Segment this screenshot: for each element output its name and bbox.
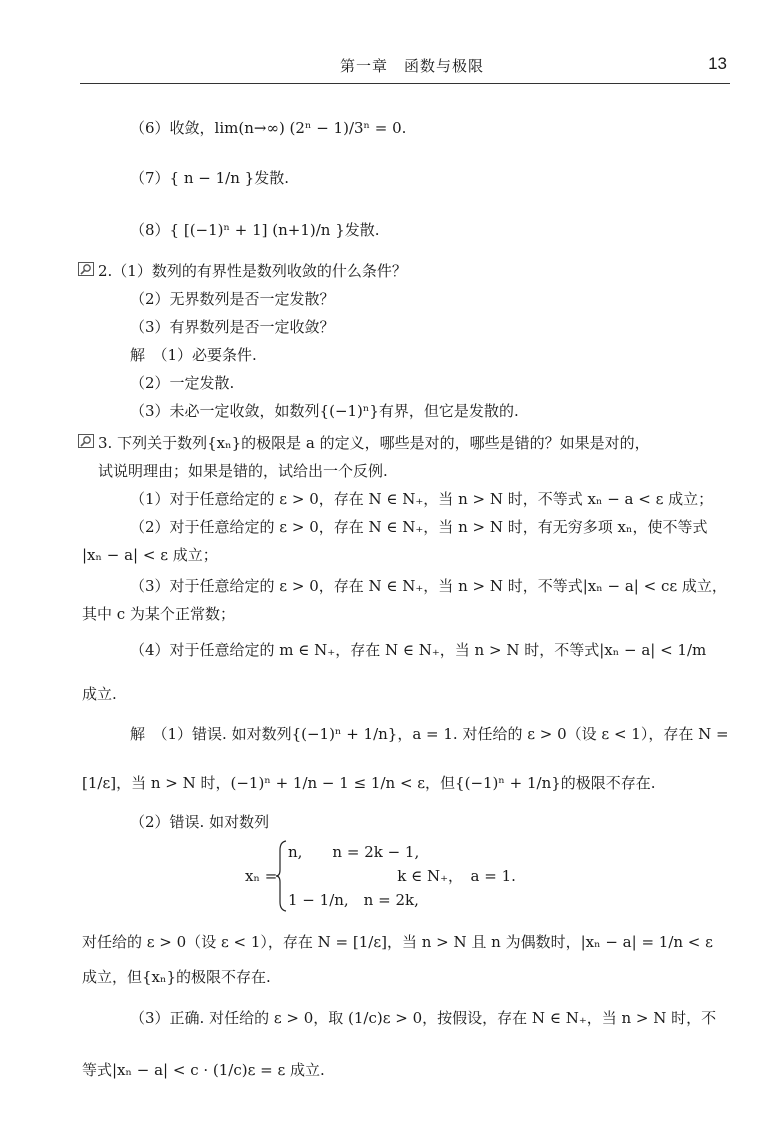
magnifier-icon bbox=[78, 434, 94, 448]
solution-line: 解 （1）必要条件. bbox=[130, 346, 257, 364]
magnifier-icon bbox=[78, 262, 94, 276]
solution-line: 解 （1）错误. 如对数列{(−1)ⁿ + 1/n}，a = 1. 对任给的 ε > 0（设 ε < 1），存在 N = bbox=[130, 725, 729, 743]
question-3-line: 3. 下列关于数列{xₙ}的极限是 a 的定义，哪些是对的，哪些是错的？如果是对的， bbox=[98, 434, 650, 452]
header-rule bbox=[80, 83, 730, 84]
text-line: [1/ε]，当 n > N 时，(−1)ⁿ + 1/n − 1 ≤ 1/n < ε，但{(−1)ⁿ + 1/n}的极限不存在. bbox=[82, 774, 656, 792]
text-line: （4）对于任意给定的 m ∈ N₊，存在 N ∈ N₊，当 n > N 时，不等式|xₙ − a| < 1/m bbox=[130, 641, 707, 659]
text-line: （3）对于任意给定的 ε > 0，存在 N ∈ N₊，当 n > N 时，不等式|xₙ − a| < cε 成立， bbox=[130, 577, 727, 595]
text-line: （7）{ n − 1/n }发散. bbox=[130, 169, 289, 187]
piecewise-definition: xₙ = k ∈ N₊， a = 1. bbox=[245, 867, 516, 885]
text-line: （3）未必一定收敛，如数列{(−1)ⁿ}有界，但它是发散的. bbox=[130, 402, 519, 420]
text-line: 等式|xₙ − a| < c · (1/c)ε = ε 成立. bbox=[82, 1061, 325, 1079]
text-line: （2）一定发散. bbox=[130, 374, 235, 392]
piecewise-case-1: n, n = 2k − 1, bbox=[288, 843, 420, 861]
text-line: （1）对于任意给定的 ε > 0，存在 N ∈ N₊，当 n > N 时，不等式 xₙ − a < ε 成立； bbox=[130, 490, 714, 508]
page-number: 13 bbox=[708, 54, 727, 73]
text-line: （2）错误. 如对数列 bbox=[130, 813, 270, 831]
piecewise-case-2: 1 − 1/n, n = 2k, bbox=[288, 891, 419, 909]
text-line: 成立. bbox=[82, 685, 117, 703]
text-line: （8）{ [(−1)ⁿ + 1] (n+1)/n }发散. bbox=[130, 221, 380, 239]
text-line: （3）正确. 对任给的 ε > 0，取 (1/c)ε > 0，按假设，存在 N ∈ N₊，当 n > N 时，不 bbox=[130, 1009, 717, 1027]
text-line: （3）有界数列是否一定收敛？ bbox=[130, 318, 335, 336]
text-line: 对任给的 ε > 0（设 ε < 1），存在 N = [1/ε]，当 n > N 且 n 为偶数时，|xₙ − a| = 1/n < ε bbox=[82, 933, 713, 951]
text-line: 成立，但{xₙ}的极限不存在. bbox=[82, 968, 271, 986]
text-line: |xₙ − a| < ε 成立； bbox=[82, 546, 218, 564]
page-header-title: 第一章 函数与极限 bbox=[340, 57, 485, 75]
piecewise-brace bbox=[276, 840, 288, 912]
text-line: 其中 c 为某个正常数； bbox=[82, 605, 235, 623]
text-line: 试说明理由；如果是错的，试给出一个反例. bbox=[98, 462, 388, 480]
question-2-line: 2.（1）数列的有界性是数列收敛的什么条件？ bbox=[98, 262, 407, 280]
text-line: （2）无界数列是否一定发散？ bbox=[130, 290, 335, 308]
text-line: （6）收敛，lim(n→∞) (2ⁿ − 1)/3ⁿ = 0. bbox=[130, 119, 407, 137]
text-line: （2）对于任意给定的 ε > 0，存在 N ∈ N₊，当 n > N 时，有无穷多项 xₙ，使不等式 bbox=[130, 518, 708, 536]
